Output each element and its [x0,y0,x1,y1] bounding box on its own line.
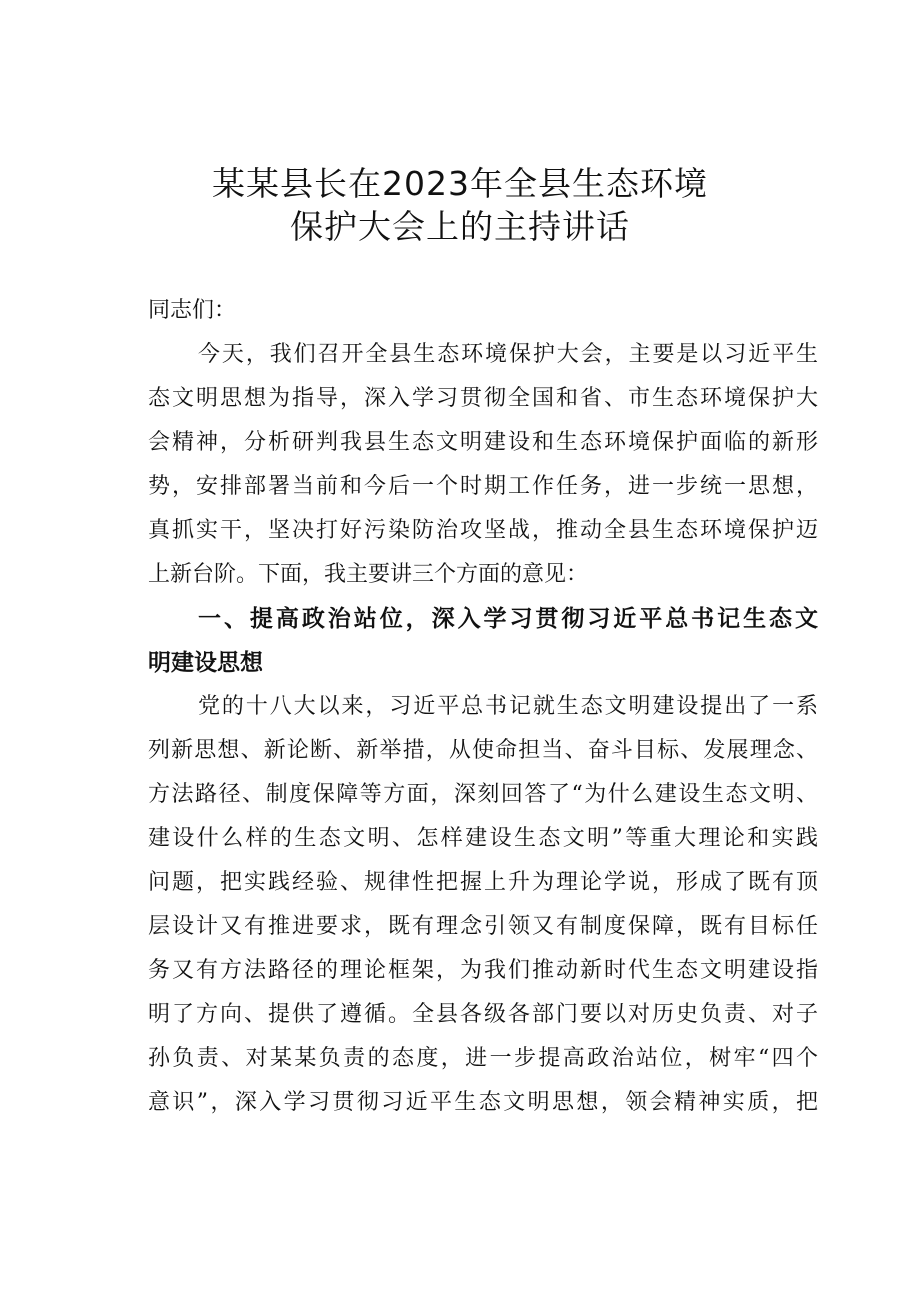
paragraph1-line: 势，安排部署当前和今后一个时期工作任务，进一步统一思想， [148,474,818,499]
section-heading-line: 明建设思想 [148,650,263,676]
paragraph2-line: 孙负责、对某某负责的态度，进一步提高政治站位，树牢“四个 [148,1046,818,1071]
paragraph2-line: 方法路径、制度保障等方面，深刻回答了“为什么建设生态文明、 [148,782,818,807]
paragraph2-line: 层设计又有推进要求，既有理念引领又有制度保障，既有目标任 [148,914,818,939]
paragraph1-line: 今天，我们召开全县生态环境保护大会，主要是以习近平生 [198,342,818,367]
paragraph2-line: 列新思想、新论断、新举措，从使命担当、奋斗目标、发展理念、 [148,738,818,763]
salutation: 同志们： [148,298,237,323]
title-line-1: 某某县长在2023年全县生态环境 [212,164,708,203]
paragraph1-line: 真抓实干，坚决打好污染防治攻坚战，推动全县生态环境保护迈 [148,518,818,543]
paragraph2-line: 党的十八大以来，习近平总书记就生态文明建设提出了一系 [198,694,818,719]
paragraph1-line: 会精神，分析研判我县生态文明建设和生态环境保护面临的新形 [148,430,818,455]
title-line-2: 保护大会上的主持讲话 [290,207,630,246]
paragraph2-line: 意识”，深入学习贯彻习近平生态文明思想，领会精神实质，把 [148,1090,818,1115]
paragraph1-line: 态文明思想为指导，深入学习贯彻全国和省、市生态环境保护大 [148,386,818,411]
paragraph2-line: 建设什么样的生态文明、怎样建设生态文明”等重大理论和实践 [148,826,818,851]
paragraph2-line: 务又有方法路径的理论框架，为我们推动新时代生态文明建设指 [148,958,818,983]
paragraph1-line: 上新台阶。下面，我主要讲三个方面的意见： [148,562,589,587]
paragraph2-line: 明了方向、提供了遵循。全县各级各部门要以对历史负责、对子 [148,1002,818,1027]
section-heading-line: 一、提高政治站位，深入学习贯彻习近平总书记生态文 [198,606,818,632]
paragraph2-line: 问题，把实践经验、规律性把握上升为理论学说，形成了既有顶 [148,870,818,895]
